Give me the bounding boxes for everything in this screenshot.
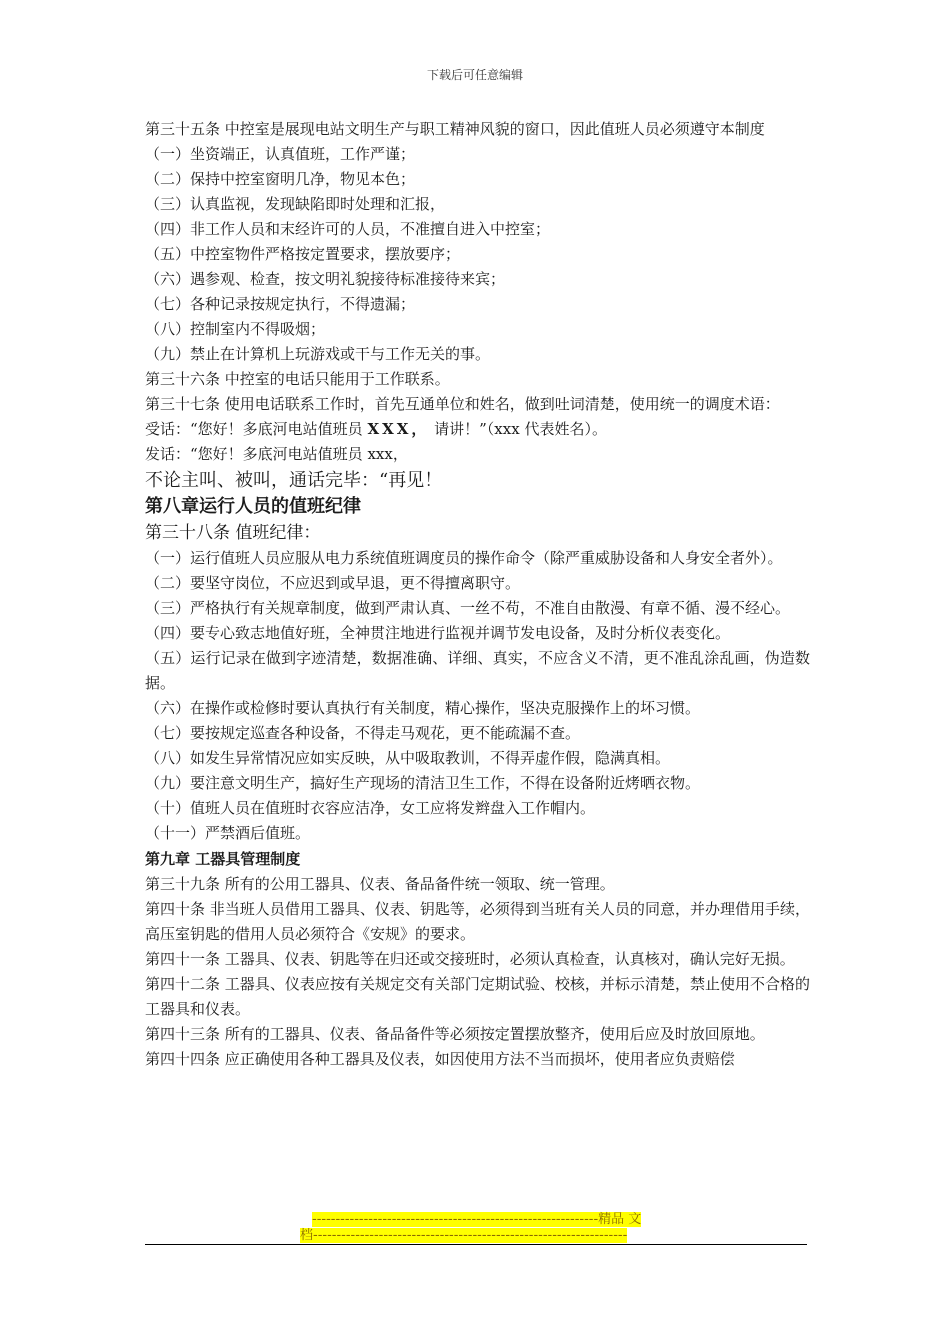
paragraph: 第三十五条 中控室是展现电站文明生产与职工精神风貌的窗口，因此值班人员必须遵守本制度	[145, 120, 765, 138]
paragraph: （四）非工作人员和末经许可的人员，不准擅自进入中控室；	[145, 220, 551, 238]
paragraph: （九）要注意文明生产，搞好生产现场的清洁卫生工作，不得在设备附近烤晒衣物。	[145, 774, 701, 792]
paragraph: 第三十七条 使用电话联系工作时，首先互通单位和姓名，做到吐词清楚，使用统一的调度术语：	[145, 395, 780, 413]
paragraph: （七）各种记录按规定执行，不得遗漏；	[145, 295, 416, 313]
paragraph: （八）控制室内不得吸烟；	[145, 320, 326, 338]
paragraph: （六）遇参观、检查，按文明礼貌接待标准接待来宾；	[145, 270, 506, 288]
footer-rule	[145, 1244, 807, 1245]
paragraph: （五）运行记录在做到字迹清楚，数据准确、详细、真实，不应含义不清，更不准乱涂乱画，伪造数据。	[145, 649, 810, 692]
paragraph: 第四十二条 工器具、仪表应按有关规定交有关部门定期试验、校核，并标示清楚，禁止使用不合格的工器具和仪表。	[145, 975, 810, 1018]
paragraph: 第四十四条 应正确使用各种工器具及仪表，如因使用方法不当而损坏，使用者应负责赔偿	[145, 1050, 735, 1068]
paragraph: （五）中控室物件严格按定置要求，摆放要序；	[145, 245, 461, 263]
paragraph: （三）认真监视，发现缺陷即时处理和汇报，	[145, 195, 446, 213]
paragraph: （七）要按规定巡查各种设备，不得走马观花，更不能疏漏不查。	[145, 724, 581, 742]
paragraph: （四）要专心致志地值好班，全神贯注地进行监视并调节发电设备，及时分析仪表变化。	[145, 624, 731, 642]
paragraph: （十）值班人员在值班时衣容应洁净，女工应将发辫盘入工作帽内。	[145, 799, 596, 817]
paragraph: （二）保持中控室窗明几净，物见本色；	[145, 170, 416, 188]
paragraph-text: 受话：“您好！多底河电站值班员	[145, 420, 368, 438]
paragraph	[145, 417, 810, 442]
chapter-heading: 第八章运行人员的值班纪律	[145, 496, 361, 517]
paragraph: 第三十九条 所有的公用工器具、仪表、备品备件统一领取、统一管理。	[145, 875, 615, 893]
footer-line-1: -------------------------------------------------------------精品 文	[312, 1212, 642, 1227]
paragraph-text: 请讲！”（xxx 代表姓名）。	[429, 420, 607, 438]
paragraph: （一）坐资端正，认真值班，工作严谨；	[145, 145, 416, 163]
paragraph: 第四十条 非当班人员借用工器具、仪表、钥匙等，必须得到当班有关人员的同意，并办理借用手续，高压室钥匙的借用人员必须符合《安规》的要求。	[145, 900, 810, 943]
page-header: 下载后可任意编辑	[426, 68, 523, 82]
paragraph: 不论主叫、被叫，通话完毕：“再见！	[145, 470, 443, 491]
article-heading: 第三十八条 值班纪律：	[145, 523, 321, 543]
paragraph: （一）运行值班人员应服从电力系统值班调度员的操作命令（除严重威胁设备和人身安全者外）。	[145, 549, 783, 567]
paragraph: 第四十一条 工器具、仪表、钥匙等在归还或交接班时，必须认真检查，认真核对，确认完好无损。	[145, 950, 795, 968]
paragraph: 发话：“您好！多底河电站值班员 xxx，	[145, 445, 408, 463]
paragraph: （三）严格执行有关规章制度，做到严肃认真、一丝不苟，不准自由散漫、有章不循、漫不经心。	[145, 599, 791, 617]
paragraph: （九）禁止在计算机上玩游戏或干与工作无关的事。	[145, 345, 491, 363]
footer-watermark	[300, 1212, 660, 1244]
paragraph: （二）要坚守岗位，不应迟到或早退，更不得擅离职守。	[145, 574, 521, 592]
paragraph: 第三十六条 中控室的电话只能用于工作联系。	[145, 370, 450, 388]
footer-line-2: 档-------------------------------------------------------------------	[300, 1228, 628, 1243]
paragraph: （六）在操作或检修时要认真执行有关制度，精心操作，坚决克服操作上的坏习惯。	[145, 699, 701, 717]
paragraph: 第四十三条 所有的工器具、仪表、备品备件等必须按定置摆放整齐，使用后应及时放回原地。	[145, 1025, 765, 1043]
document-body	[145, 117, 810, 1072]
paragraph: （八）如发生异常情况应如实反映，从中吸取教训，不得弄虚作假，隐满真相。	[145, 749, 671, 767]
chapter-heading: 第九章 工器具管理制度	[145, 850, 301, 868]
name-placeholder: XXX，	[367, 420, 430, 438]
paragraph: （十一）严禁酒后值班。	[145, 824, 311, 842]
